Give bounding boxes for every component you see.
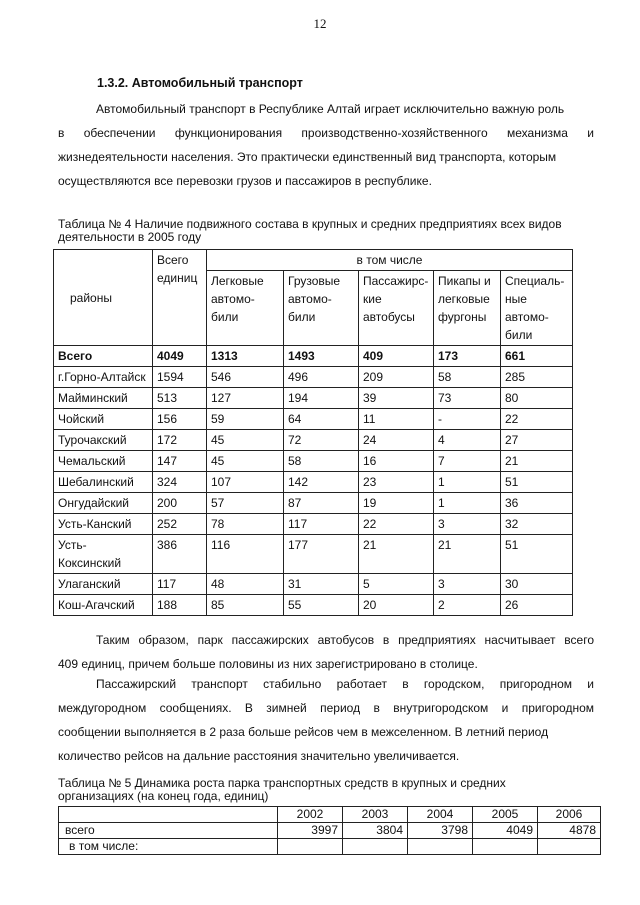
total-cell: 173 xyxy=(434,346,501,367)
table5-cell xyxy=(343,839,408,855)
district-row xyxy=(54,430,573,451)
paragraph-3 xyxy=(58,672,594,768)
district-cell: 194 xyxy=(284,388,359,409)
year-header: 2006 xyxy=(538,807,601,823)
district-name: Кош-Агачский xyxy=(54,595,153,616)
table5-cell: 4878 xyxy=(538,823,601,839)
header-buses: Пассажирс- кие автобусы xyxy=(359,271,434,346)
table5-row-total xyxy=(59,823,601,839)
header-cars: Легковые автомо- били xyxy=(207,271,284,346)
district-cell: 30 xyxy=(501,574,573,595)
table5-row-label: в том числе: xyxy=(59,839,278,855)
district-cell: 3 xyxy=(434,514,501,535)
table5-cell xyxy=(473,839,538,855)
total-cell: 409 xyxy=(359,346,434,367)
table4-header-row-1 xyxy=(54,250,573,271)
district-cell: 107 xyxy=(207,472,284,493)
table5-row-including xyxy=(59,839,601,855)
district-cell: 1 xyxy=(434,472,501,493)
district-cell: 19 xyxy=(359,493,434,514)
district-cell: 513 xyxy=(153,388,207,409)
district-row xyxy=(54,574,573,595)
district-cell: 1 xyxy=(434,493,501,514)
para2-line-2: 409 единиц, причем больше половины из них зарегистрировано в столице. xyxy=(58,657,478,671)
district-cell: 116 xyxy=(207,535,284,574)
district-row xyxy=(54,493,573,514)
table5-cell xyxy=(278,839,343,855)
district-row xyxy=(54,388,573,409)
district-cell: 496 xyxy=(284,367,359,388)
district-cell: 64 xyxy=(284,409,359,430)
district-cell: 7 xyxy=(434,451,501,472)
district-cell: 85 xyxy=(207,595,284,616)
table5-header-row xyxy=(59,807,601,823)
district-cell: 27 xyxy=(501,430,573,451)
intro-line-1: Автомобильный транспорт в Республике Алтай играет исключительно важную роль xyxy=(96,102,565,116)
table5-corner xyxy=(59,807,278,823)
district-cell: 22 xyxy=(501,409,573,430)
district-cell: 16 xyxy=(359,451,434,472)
district-cell: 147 xyxy=(153,451,207,472)
district-cell: 80 xyxy=(501,388,573,409)
table4-body xyxy=(54,367,573,616)
district-cell: 45 xyxy=(207,430,284,451)
district-cell: 22 xyxy=(359,514,434,535)
table5-cell xyxy=(538,839,601,855)
table4-total-row xyxy=(54,346,573,367)
header-total: Всего единиц xyxy=(153,250,207,346)
district-cell: 546 xyxy=(207,367,284,388)
district-name: Улаганский xyxy=(54,574,153,595)
table5-caption-line-1: Таблица № 5 Динамика роста парка транспортных средств в крупных и средних xyxy=(58,776,506,790)
district-cell: 209 xyxy=(359,367,434,388)
district-row xyxy=(54,367,573,388)
district-cell: 156 xyxy=(153,409,207,430)
district-cell: 324 xyxy=(153,472,207,493)
year-header: 2005 xyxy=(473,807,538,823)
district-cell: 55 xyxy=(284,595,359,616)
district-cell: 78 xyxy=(207,514,284,535)
district-cell: 23 xyxy=(359,472,434,493)
district-name: Усть-Канский xyxy=(54,514,153,535)
district-cell: 117 xyxy=(153,574,207,595)
total-cell: 1493 xyxy=(284,346,359,367)
district-cell: 51 xyxy=(501,472,573,493)
intro-line-3: жизнедеятельности населения. Это практически единственный вид транспорта, которым xyxy=(58,150,557,164)
district-cell: 26 xyxy=(501,595,573,616)
page-number: 12 xyxy=(313,16,327,31)
district-cell: 51 xyxy=(501,535,573,574)
district-cell: 142 xyxy=(284,472,359,493)
district-cell: 177 xyxy=(284,535,359,574)
table5-cell: 3798 xyxy=(408,823,473,839)
intro-line-4: осуществляются все перевозки грузов и пассажиров в республике. xyxy=(58,174,432,188)
table4-caption xyxy=(58,218,562,244)
fleet-dynamics-table xyxy=(58,806,601,855)
header-pickups: Пикапы и легковые фургоны xyxy=(434,271,501,346)
paragraph-2 xyxy=(58,628,594,676)
para3-line-4: количество рейсов на дальние расстояния значительно увеличивается. xyxy=(58,749,460,763)
rolling-stock-table xyxy=(53,249,573,616)
district-cell: 386 xyxy=(153,535,207,574)
district-row xyxy=(54,451,573,472)
district-cell: 24 xyxy=(359,430,434,451)
intro-paragraph xyxy=(58,97,594,193)
district-cell: 117 xyxy=(284,514,359,535)
district-cell: 1594 xyxy=(153,367,207,388)
para3-line-2: междугородном сообщениях. В зимней период в внутригородском и пригородном xyxy=(58,701,594,715)
total-label: Всего xyxy=(54,346,153,367)
year-header: 2002 xyxy=(278,807,343,823)
district-row xyxy=(54,535,573,574)
district-cell: 57 xyxy=(207,493,284,514)
district-name: г.Горно-Алтайск xyxy=(54,367,153,388)
district-cell: 58 xyxy=(284,451,359,472)
district-name: Усть-Коксинский xyxy=(54,535,153,574)
district-cell: 45 xyxy=(207,451,284,472)
district-cell: 59 xyxy=(207,409,284,430)
district-cell: 20 xyxy=(359,595,434,616)
table5-cell: 3997 xyxy=(278,823,343,839)
table5-cell: 4049 xyxy=(473,823,538,839)
header-districts: районы xyxy=(54,250,153,346)
table5-cell xyxy=(408,839,473,855)
year-header: 2004 xyxy=(408,807,473,823)
total-cell: 1313 xyxy=(207,346,284,367)
district-name: Чойский xyxy=(54,409,153,430)
district-cell: 252 xyxy=(153,514,207,535)
table5-caption-line-2: организациях (на конец года, единиц) xyxy=(58,789,269,803)
intro-line-2: в обеспечении функционирования производственно-хозяйственного механизма и xyxy=(58,126,594,140)
table4-caption-line-2: деятельности в 2005 году xyxy=(58,230,202,244)
table5-caption xyxy=(58,777,506,803)
district-name: Майминский xyxy=(54,388,153,409)
district-row xyxy=(54,409,573,430)
district-cell: 39 xyxy=(359,388,434,409)
district-cell: 36 xyxy=(501,493,573,514)
district-name: Онгудайский xyxy=(54,493,153,514)
district-cell: 73 xyxy=(434,388,501,409)
district-cell: 285 xyxy=(501,367,573,388)
district-row xyxy=(54,595,573,616)
header-special: Специаль- ные автомо- били xyxy=(501,271,573,346)
table5-row-label: всего xyxy=(59,823,278,839)
district-cell: 87 xyxy=(284,493,359,514)
district-cell: 21 xyxy=(501,451,573,472)
district-cell: 4 xyxy=(434,430,501,451)
header-including: в том числе xyxy=(207,250,573,271)
district-cell: 172 xyxy=(153,430,207,451)
para2-line-1: Таким образом, парк пассажирских автобусов в предприятиях насчитывает всего xyxy=(96,633,594,647)
para3-line-3: сообщении выполняется в 2 раза больше рейсов чем в межселенном. В летний период xyxy=(58,725,549,739)
para3-line-1: Пассажирский транспорт стабильно работает в городском, пригородном и xyxy=(96,677,594,691)
district-cell: - xyxy=(434,409,501,430)
district-cell: 32 xyxy=(501,514,573,535)
district-cell: 48 xyxy=(207,574,284,595)
table4-caption-line-1: Таблица № 4 Наличие подвижного состава в крупных и средних предприятиях всех видов xyxy=(58,217,562,231)
total-cell: 661 xyxy=(501,346,573,367)
district-cell: 21 xyxy=(434,535,501,574)
header-trucks: Грузовые автомо- били xyxy=(284,271,359,346)
district-cell: 31 xyxy=(284,574,359,595)
district-name: Турочакский xyxy=(54,430,153,451)
district-cell: 58 xyxy=(434,367,501,388)
district-cell: 2 xyxy=(434,595,501,616)
district-name: Чемальский xyxy=(54,451,153,472)
total-cell: 4049 xyxy=(153,346,207,367)
table5-cell: 3804 xyxy=(343,823,408,839)
district-cell: 5 xyxy=(359,574,434,595)
district-cell: 11 xyxy=(359,409,434,430)
district-cell: 127 xyxy=(207,388,284,409)
district-cell: 72 xyxy=(284,430,359,451)
district-cell: 188 xyxy=(153,595,207,616)
district-row xyxy=(54,514,573,535)
district-cell: 3 xyxy=(434,574,501,595)
district-cell: 21 xyxy=(359,535,434,574)
district-cell: 200 xyxy=(153,493,207,514)
year-header: 2003 xyxy=(343,807,408,823)
district-name: Шебалинский xyxy=(54,472,153,493)
section-heading: 1.3.2. Автомобильный транспорт xyxy=(97,76,303,90)
district-row xyxy=(54,472,573,493)
